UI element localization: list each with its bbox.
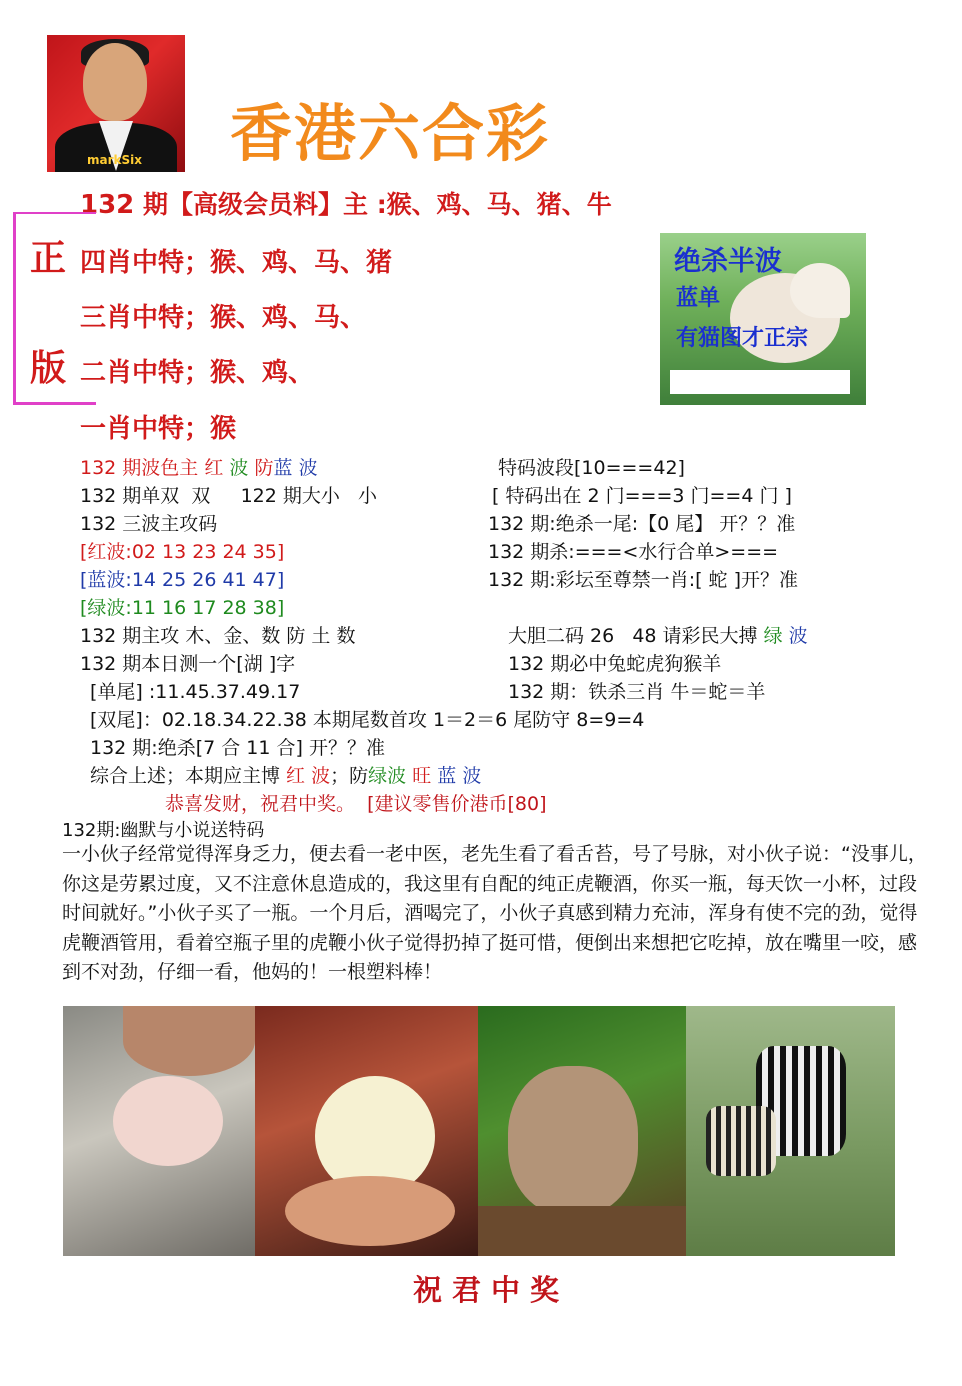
kill-tail-line: 132 期:绝杀一尾:【0 尾】 开？？准 (488, 513, 796, 535)
summary-green: 绿波 (368, 765, 407, 787)
monkey-photo (478, 1006, 686, 1256)
chick-photo (255, 1006, 478, 1256)
two-codes-blue: 波 (788, 625, 808, 647)
two-codes-line (508, 621, 808, 648)
kill-combo-line: 132 期:绝杀[7 合 11 合] 开？？准 (90, 737, 385, 759)
kill-element-line: 132 期杀:===<水行合单>=== (488, 541, 779, 563)
single-tail-line: [单尾] :11.45.37.49.17 (90, 681, 301, 703)
summary-blue: 蓝 (437, 765, 457, 787)
page-title: 香港六合彩 (230, 97, 551, 170)
blue-wave-numbers: [蓝波:14 25 26 41 47] (80, 569, 285, 591)
elements-line: 132 期主攻 木、金、数 防 土 数 (80, 625, 356, 647)
headline (80, 185, 612, 221)
three-wave-line: 132 三波主攻码 (80, 513, 218, 535)
red-wave-numbers: [红波:02 13 23 24 35] (80, 541, 285, 563)
summary-bo-1: 波 (311, 765, 331, 787)
special-band-line: 特码波段[10===42] (498, 457, 685, 479)
portrait-photo (47, 35, 185, 172)
two-codes-green: 绿 (763, 625, 783, 647)
forbidden-zodiac-line: 132 期:彩坛至尊禁一肖:[ 蛇 ]开？准 (488, 569, 799, 591)
zhengban-char-1: 正 (30, 237, 67, 279)
issue-number: 132 (80, 190, 135, 220)
zhengban-char-2: 版 (30, 347, 67, 389)
double-tail-line: [双尾]：02.18.34.22.38 本期尾数首攻 1＝2＝6 尾防守 8=9=4 (90, 709, 645, 731)
wave-blue-2: 波 (298, 457, 318, 479)
single-double-line: 132 期单双 双 122 期大小 小 (80, 485, 378, 507)
wave-green: 波 (229, 457, 249, 479)
congrats-line: 恭喜发财，祝君中奖。 [建议零售价港币[80] (165, 793, 547, 815)
pick-two: 二肖中特；猴、鸡、 (80, 358, 315, 388)
wave-red: 红 (204, 457, 224, 479)
daily-char-line: 132 期本日测一个[湖 ]字 (80, 653, 296, 675)
puppy-photo (660, 233, 866, 405)
portrait-tag: markSix (87, 153, 142, 167)
iron-kill-line: 132 期：铁杀三肖 牛＝蛇＝羊 (508, 681, 766, 703)
pick-three: 三肖中特；猴、鸡、马、 (80, 303, 367, 333)
pick-four: 四肖中特；猴、鸡、马、猪 (80, 248, 393, 278)
wave-color-line (80, 453, 318, 480)
green-wave-numbers: [绿波:11 16 17 28 38] (80, 597, 285, 619)
pig-photo (63, 1006, 255, 1256)
summary-mid: ；防 (330, 765, 369, 787)
special-gate-line: [ 特码出在 2 门===3 门==4 门 ] (492, 485, 792, 507)
ad-line-2: 蓝单 (676, 286, 721, 311)
summary-prefix: 综合上述；本期应主博 (90, 765, 287, 787)
two-codes-prefix: 大胆二码 26 48 请彩民大搏 (508, 625, 764, 647)
summary-line (90, 761, 481, 788)
summary-bo-2: 波 (462, 765, 482, 787)
pick-one: 一肖中特；猴 (80, 414, 237, 444)
ad-line-3: 有猫图才正宗 (676, 326, 809, 351)
ad-line-1: 绝杀半波 (674, 246, 782, 277)
wave-fang: 防 (254, 457, 274, 479)
headline-text: 期【高级会员料】主 :猴、鸡、马、猪、牛 (134, 190, 612, 219)
story-body: 一小伙子经常觉得浑身乏力，便去看一老中医，老先生看了看舌苔，号了号脉，对小伙子说：“没事儿，你这是劳累过度，又不注意休息造成的，我这里有自配的纯正虎鞭酒，你买一瓶，每天饮一小杯，过段时间就好。”小伙子买了一瓶。一个月后，酒喝完了，小伙子真感到精力充沛，浑身有使不完的劲，觉得虎鞭酒管用，看着空瓶子里的虎鞭小伙子觉得扔掉了挺可惜，便倒出来想把它吃掉，放在嘴里一咬，感到不对劲，仔细一看，他妈的！一根塑料棒！ (62, 843, 927, 983)
wave-blue: 蓝 (273, 457, 293, 479)
zebra-photo (686, 1006, 895, 1256)
must-hit-line: 132 期必中兔蛇虎狗猴羊 (508, 653, 722, 675)
footer-blessing: 祝君中奖 (413, 1273, 570, 1307)
summary-red: 红 (286, 765, 306, 787)
wave-label: 132 期波色主 (80, 457, 205, 479)
summary-wang: 旺 (412, 765, 432, 787)
story-title: 132期:幽默与小说送特码 (62, 820, 265, 841)
